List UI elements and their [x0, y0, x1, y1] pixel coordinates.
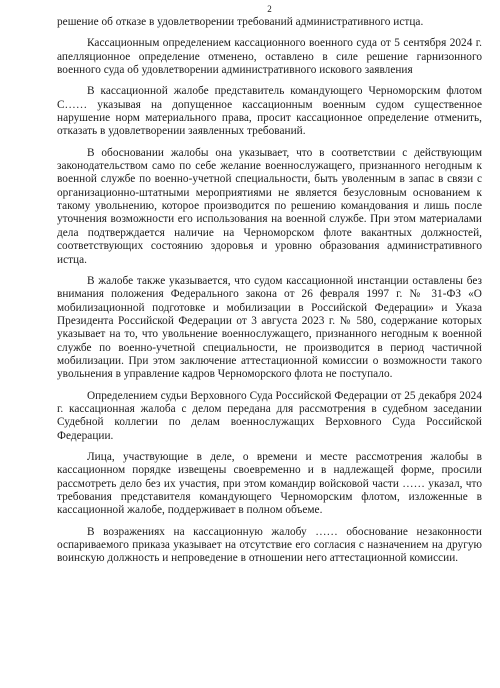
paragraph-5: В жалобе также указывается, что судом кассационной инстанции оставлены без внимания положения Федерального закона от 26 февраля 1997 г. № 31-ФЗ «О мобилизационной подготовке и мобилизации в Российской Федерации» и Указа Президента Российской Федерации от 3 августа 2023 г. № 580, содержание которых указывает на то, что увольнение военнослужащего, признанного негодным к военной службе по военно-учетной специальности, не производится в период частичной мобилизации. При этом заключение аттестационной комиссии о возможности такого увольнения в управление кадров Черноморского флота не поступало.	[57, 274, 482, 381]
paragraph-8: В возражениях на кассационную жалобу …… обоснование незаконности оспариваемого приказа указывает на отсутствие его согласия с назначением на другую воинскую должность и непроведение в отношении него аттестационной комиссии.	[57, 525, 482, 565]
paragraph-3: В кассационной жалобе представитель командующего Черноморским флотом С…… указывая на допущенное кассационным военным судом существенное нарушение норм материального права, просит кассационное определение отменить, отказать в удовлетворении заявленных требований.	[57, 85, 482, 138]
paragraph-1: решение об отказе в удовлетворении требований административного истца.	[57, 16, 424, 28]
paragraph-2: Кассационным определением кассационного военного суда от 5 сентября 2024 г. апелляционное определение отменено, оставлено в силе решение гарнизонного военного суда об удовлетворении административного искового заявления	[57, 37, 482, 77]
page-number: 2	[267, 4, 272, 14]
paragraph-4: В обосновании жалобы она указывает, что в соответствии с действующим законодательством само по себе желание военнослужащего, признанного негодным к военной службе по военно-учетной специальности, быть уволенным в запас в связи с организационно-штатными мероприятиями не является безусловным основанием к такому увольнению, которое производится по решению командования и лишь после уточнения возможности его использования на военной службе. При этом материалами дела подтверждается наличие на Черноморском флоте вакантных должностей, соответствующих состоянию здоровья и уровню образования административного истца.	[57, 146, 482, 266]
paragraph-6: Определением судьи Верховного Суда Российской Федерации от 25 декабря 2024 г. кассационная жалоба с делом передана для рассмотрения в судебном заседании Судебной коллегии по делам военнослужащих Верховного Суда Российской Федерации.	[57, 389, 482, 442]
paragraph-7: Лица, участвующие в деле, о времени и месте рассмотрения жалобы в кассационном порядке извещены своевременно и в надлежащей форме, просили рассмотреть дело без их участия, при этом командир войсковой части …… указал, что требования представителя командующего Черноморским флотом, изложенные в кассационной жалобе, поддерживает в полном объеме.	[57, 450, 482, 517]
